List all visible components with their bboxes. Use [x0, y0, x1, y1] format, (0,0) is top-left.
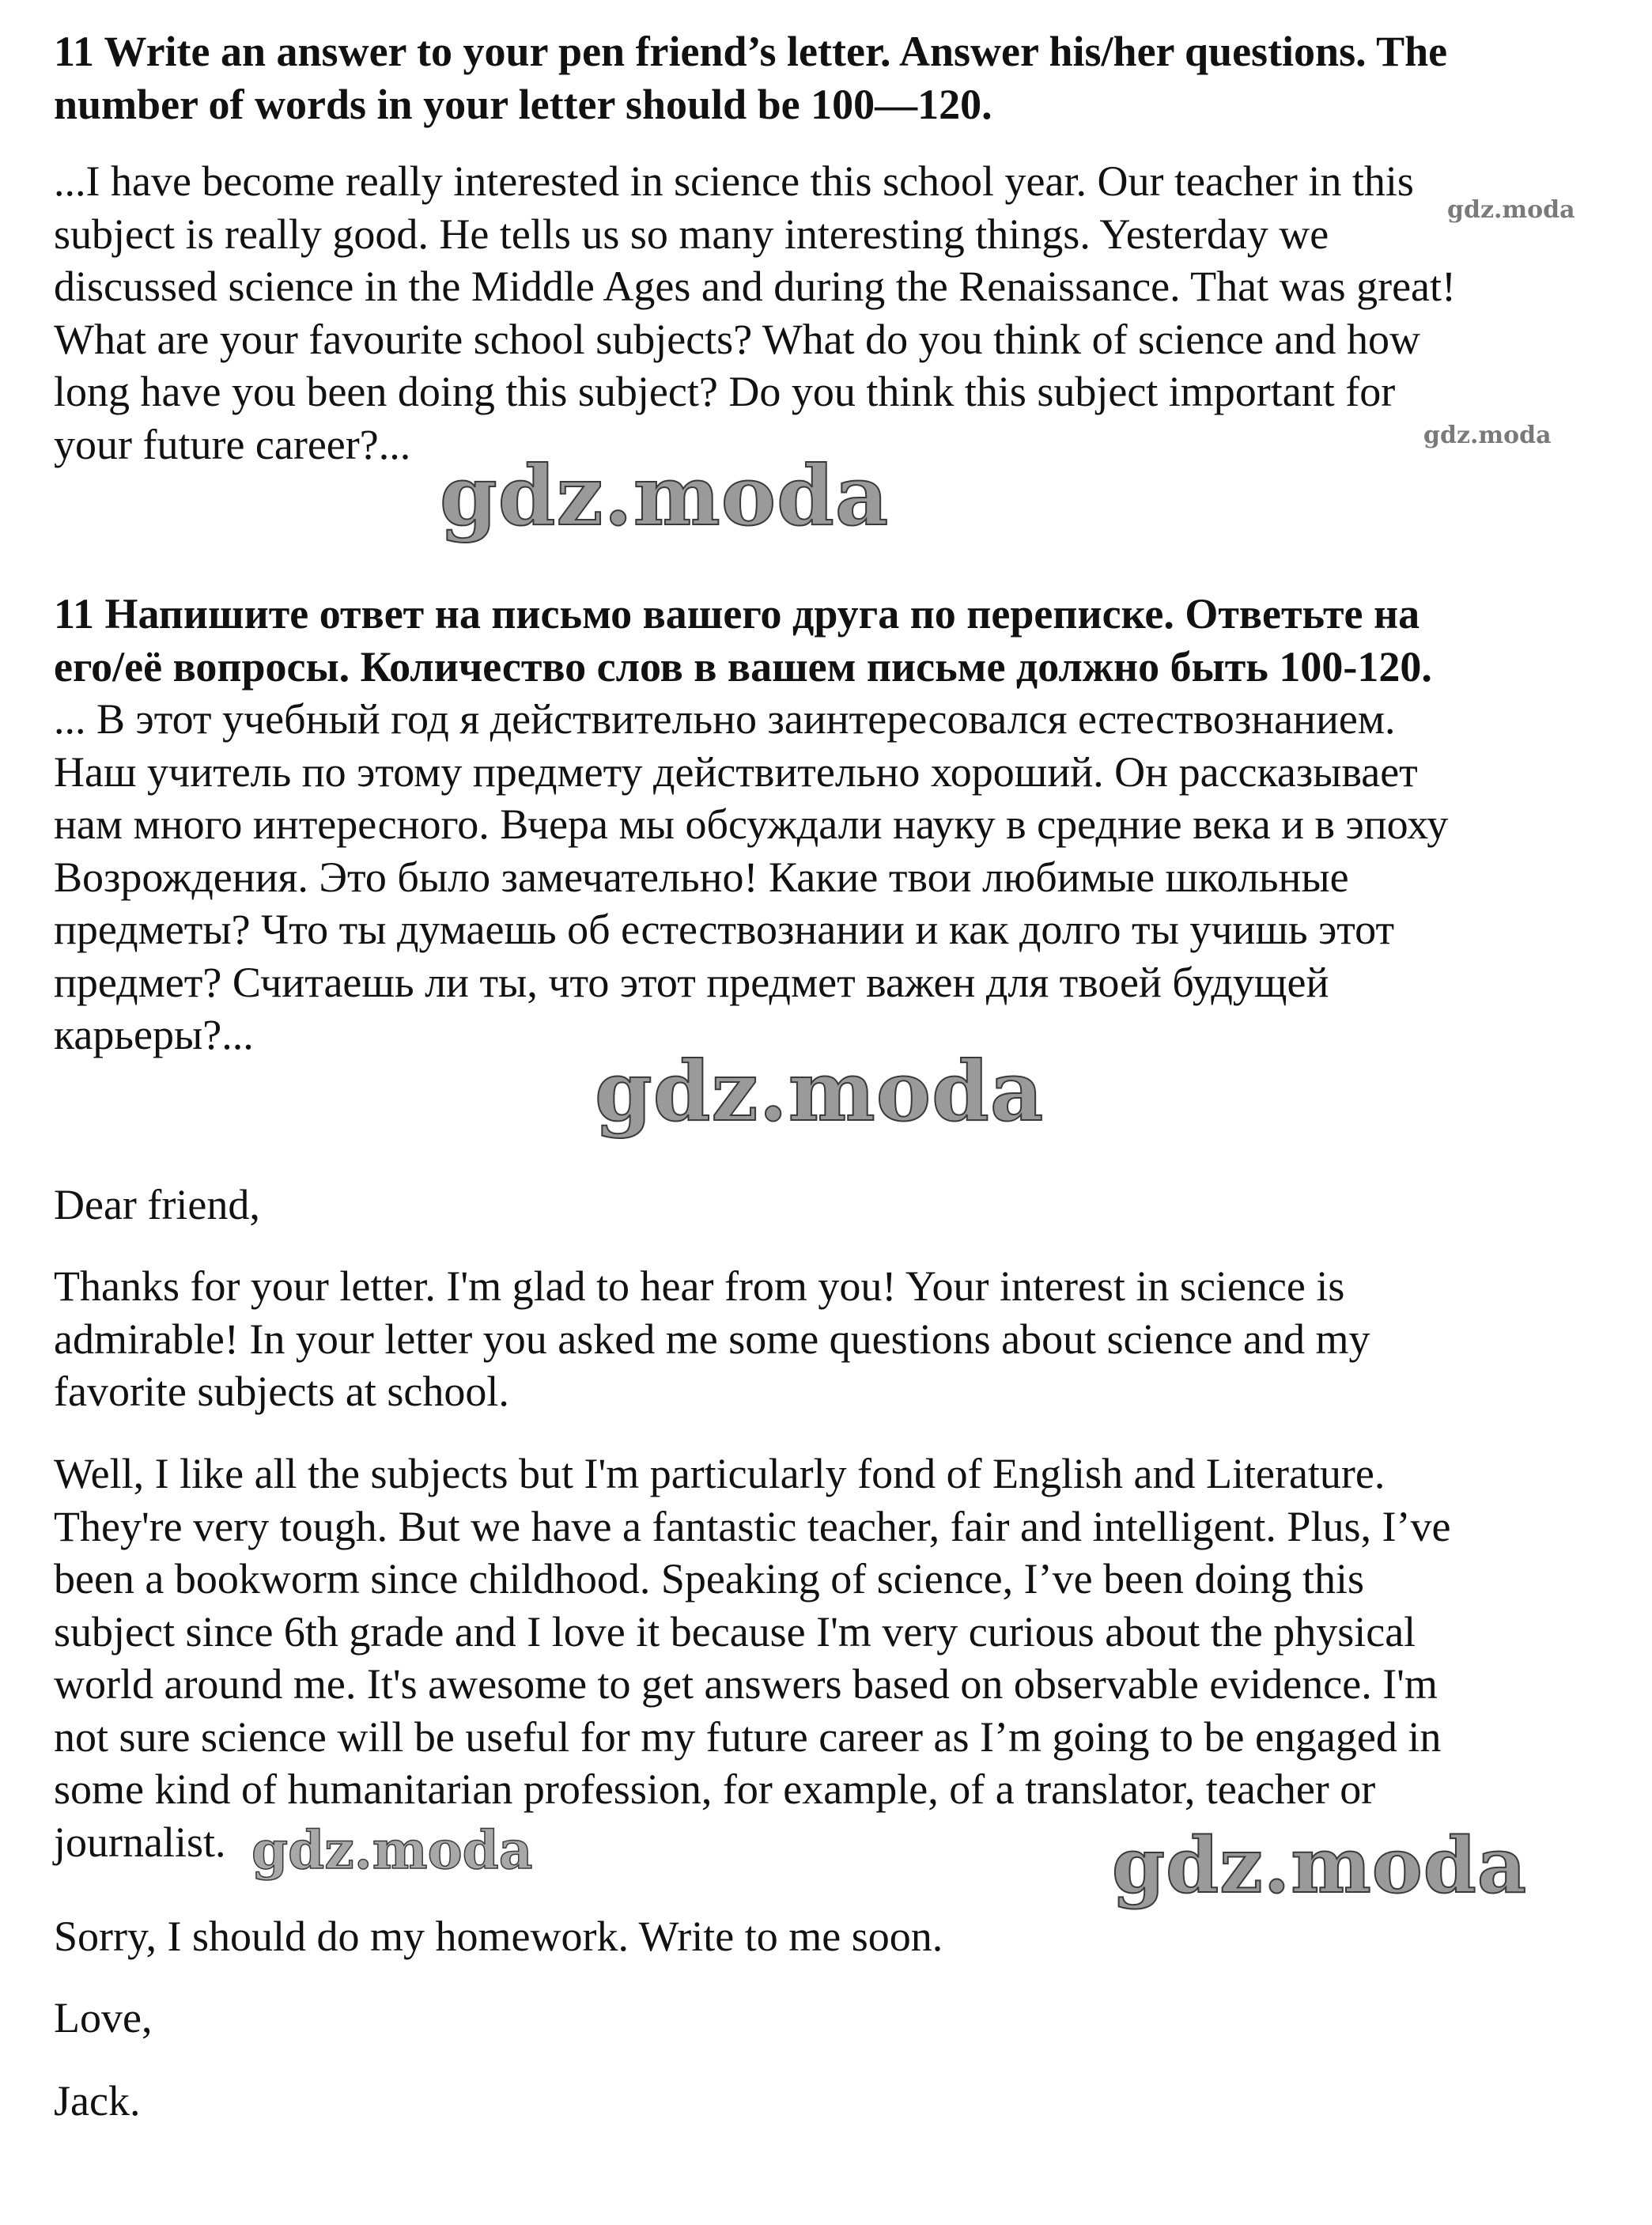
answer-sign-off: Love,: [54, 1994, 153, 2041]
answer-closing-line: Sorry, I should do my homework. Write to me soon.: [54, 1913, 943, 1960]
task-ru-letter-line: предмет? Считаешь ли ты, что этот предмет важен для твоей будущей: [54, 958, 1329, 1006]
task-ru-title: [54, 588, 1604, 693]
answer-signature: Jack.: [54, 2077, 141, 2125]
task-ru-title-line: его/её вопросы. Количество слов в вашем письме должно быть 100-120.: [54, 642, 1432, 691]
answer-p2-line: They're very tough. But we have a fantastic teacher, fair and intelligent. Plus, I’ve: [54, 1502, 1451, 1550]
task-ru-letter-line: ... В этот учебный год я действительно заинтересовался естествознанием.: [54, 695, 1396, 743]
watermark-small: gdz.moda: [1423, 422, 1552, 449]
answer-p2-line: Well, I like all the subjects but I'm particularly fond of English and Literature.: [54, 1450, 1385, 1497]
watermark-large: gdz.moda: [440, 447, 890, 544]
task-ru-letter-line: Возрождения. Это было замечательно! Какие твои любимые школьные: [54, 853, 1349, 901]
answer-p2-line: journalist.: [54, 1818, 226, 1866]
answer-paragraph-2: [54, 1447, 1450, 1868]
answer-p2-line: world around me. It's awesome to get answers based on observable evidence. I'm: [54, 1660, 1438, 1708]
watermark-large: gdz.moda: [595, 1042, 1045, 1140]
task-en-title-line: number of words in your letter should be 100—120.: [54, 80, 992, 128]
answer-p2-line: some kind of humanitarian profession, for example, of a translator, teacher or: [54, 1765, 1376, 1813]
task-ru-letter-line: нам много интересного. Вчера мы обсуждали науку в средние века и в эпоху: [54, 800, 1449, 848]
answer-p2-line: subject since 6th grade and I love it because I'm very curious about the physical: [54, 1607, 1416, 1656]
task-ru-letter-line: карьеры?...: [54, 1011, 254, 1058]
task-en-letter-line: subject is really good. He tells us so many interesting things. Yesterday we: [54, 210, 1329, 258]
answer-p1-line: favorite subjects at school.: [54, 1368, 509, 1415]
task-ru-letter: [54, 693, 1604, 1061]
task-en-letter-line: What are your favourite school subjects? What do you think of science and how: [54, 315, 1420, 363]
watermark-medium: gdz.moda: [251, 1819, 533, 1881]
watermark-large: gdz.moda: [1112, 1821, 1528, 1910]
task-en-letter-line: ...I have become really interested in science this school year. Our teacher in this: [54, 157, 1414, 205]
task-en-title-line: 11 Write an answer to your pen friend’s letter. Answer his/her questions. The: [54, 28, 1448, 75]
answer-p1-line: admirable! In your letter you asked me some questions about science and my: [54, 1315, 1370, 1363]
task-en-title: [54, 25, 1604, 131]
task-ru-letter-line: Наш учитель по этому предмету действительно хороший. Он рассказывает: [54, 747, 1418, 796]
answer-p2-line: been a bookworm since childhood. Speaking of science, I’ve been doing this: [54, 1555, 1365, 1603]
task-en-letter-line: your future career?...: [54, 420, 411, 468]
answer-p2-line: not sure science will be useful for my future career as I’m going to be engaged in: [54, 1712, 1442, 1761]
watermark-small: gdz.moda: [1447, 196, 1575, 224]
task-ru-title-line: 11 Напишите ответ на письмо вашего друга по переписке. Ответьте на: [54, 590, 1420, 638]
task-ru-letter-line: предметы? Что ты думаешь об естествознании и как долго ты учишь этот: [54, 906, 1395, 953]
answer-paragraph-1: [54, 1260, 1370, 1418]
task-en-letter-line: discussed science in the Middle Ages and during the Renaissance. That was great!: [54, 263, 1457, 310]
task-en-letter: [54, 155, 1604, 471]
task-en-letter-line: long have you been doing this subject? Do you think this subject important for: [54, 368, 1396, 415]
answer-greeting: Dear friend,: [54, 1181, 260, 1228]
answer-p1-line: Thanks for your letter. I'm glad to hear from you! Your interest in science is: [54, 1262, 1345, 1310]
